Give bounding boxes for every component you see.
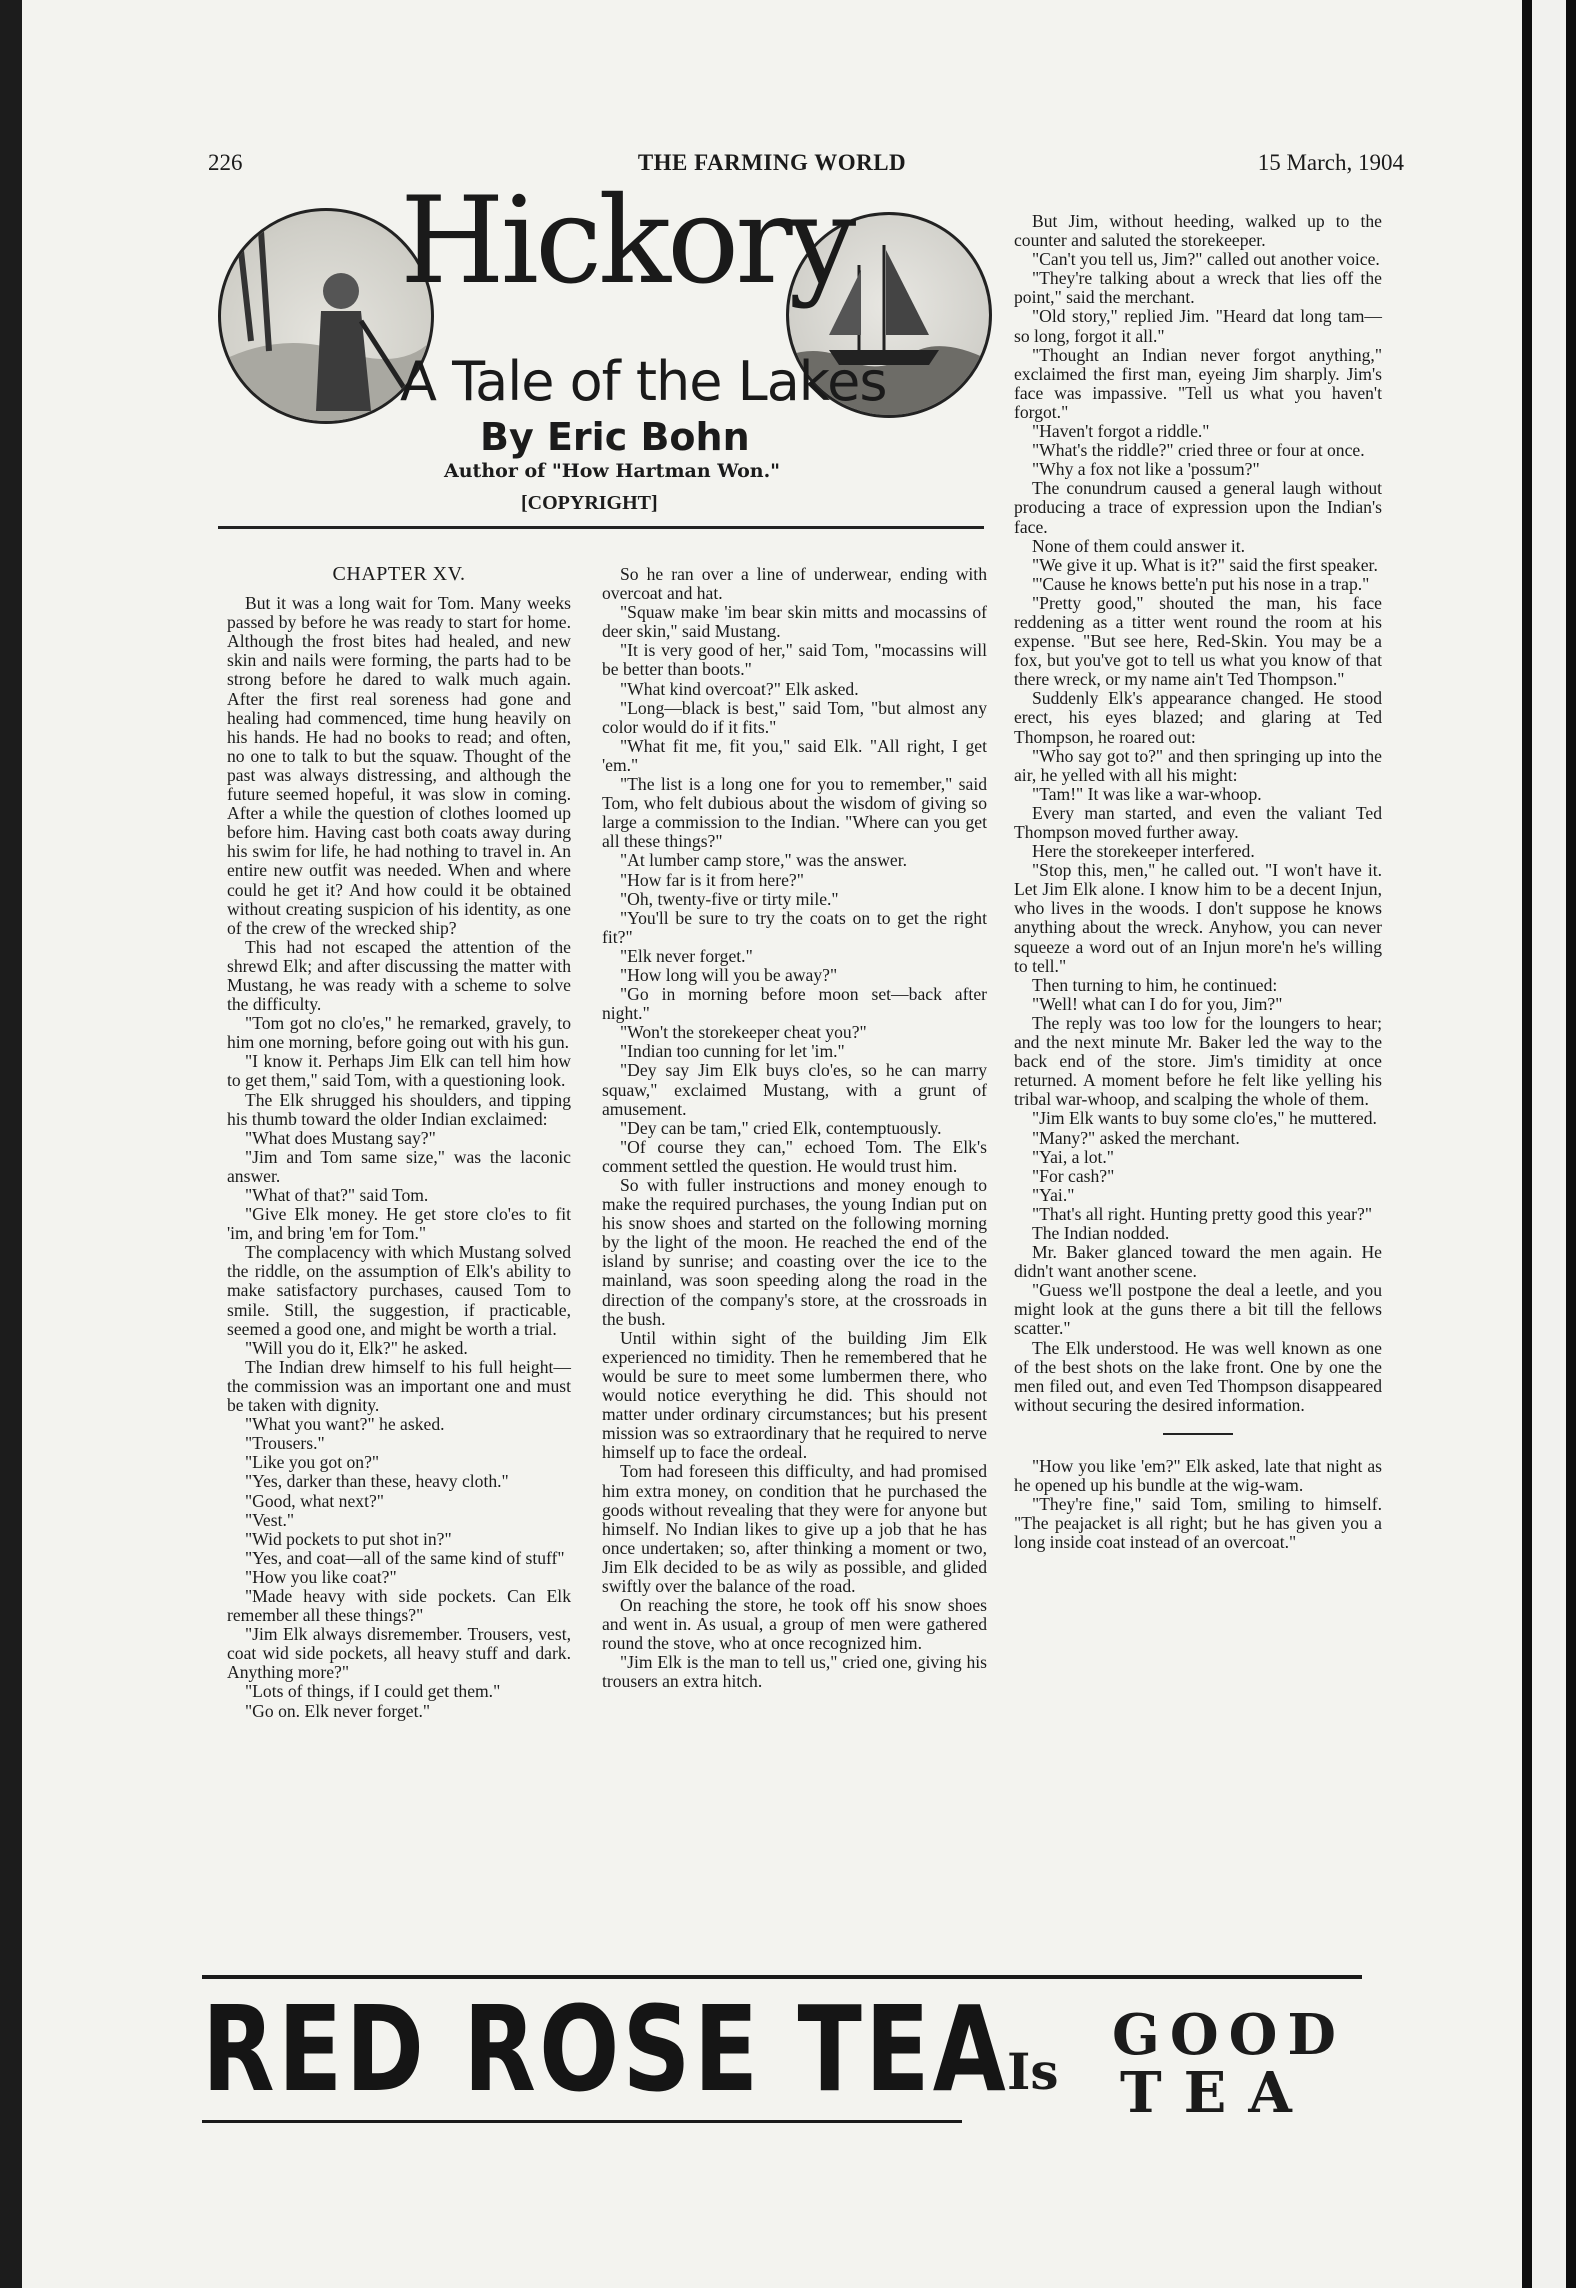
story-paragraph: "What you want?" he asked. [245,1414,445,1435]
story-paragraph: Until within sight of the building Jim Elk experienced no timidity. Then he remembered that he would be sure to meet some lumbermen there, who would notice everything he did. This should not matter under ordinary circumstances; but his present mission was so extraordinary that he required to nerve himself up to face the ordeal. [602,1327,987,1463]
story-paragraph: "Elk never forget." [620,945,753,966]
story-paragraph: "Dey say Jim Elk buys clo'es, so he can marry squaw," exclaimed Mustang, with a grunt of amusement. [602,1060,987,1119]
story-paragraph: "Tam!" It was like a war-whoop. [1032,783,1262,804]
story-paragraph: "Pretty good," shouted the man, his face reddening as a titter went round the room at his expense. "But see here, Red-Skin. You may be a fox, but you've got to tell us what you know of that there wreck, or my name ain't Ted Thompson." [1014,592,1382,690]
story-paragraph: "Dey can be tam," cried Elk, contemptuously. [620,1117,942,1138]
story-paragraph: "Yes, darker than these, heavy cloth." [245,1471,509,1492]
story-title-block [218,172,988,545]
story-paragraph: This had not escaped the attention of the shrewd Elk; and after discussing the matter with Mustang, he was ready with a scheme to solve the difficulty. [227,936,571,1015]
story-paragraph: "I know it. Perhaps Jim Elk can tell him how to get them," said Tom, with a questioning look. [227,1051,571,1091]
story-paragraph: "What kind overcoat?" Elk asked. [620,678,859,699]
story-paragraph: "How you like 'em?" Elk asked, late that night as he opened up his bundle at the wig-wam. [1014,1455,1382,1495]
story-paragraph: "Oh, twenty-five or tirty mile." [620,888,839,909]
story-paragraph: "It is very good of her," said Tom, "mocassins will be better than boots." [602,640,987,680]
story-paragraph: Every man started, and even the valiant Ted Thompson moved further away. [1014,802,1382,842]
story-paragraph: The complacency with which Mustang solved the riddle, on the assumption of Elk's ability to make satisfactory purchases, caused Tom to smile. Still, the suggestion, if practicable, seemed a good one, and might be worth a trial. [227,1242,571,1339]
story-paragraph: "Jim Elk is the man to tell us," cried one, giving his trousers an extra hitch. [602,1652,987,1692]
story-paragraph: Mr. Baker glanced toward the men again. He didn't want another scene. [1014,1242,1382,1282]
page-number: 226 [208,150,243,175]
story-paragraph: "Well! what can I do for you, Jim?" [1032,993,1283,1014]
ad-tea: TEA [1120,2060,1314,2126]
story-paragraph: "How you like coat?" [245,1566,397,1587]
story-paragraph: "Can't you tell us, Jim?" called out another voice. [1032,249,1380,270]
story-paragraph: "What's the riddle?" cried three or four at once. [1032,440,1365,461]
story-paragraph: "Will you do it, Elk?" he asked. [245,1337,468,1358]
story-paragraph: "Yai." [1032,1184,1075,1205]
story-paragraph: "Trousers." [245,1433,325,1454]
story-title: Hickory [400,172,853,311]
journal-title: THE FARMING WORLD [637,150,907,175]
story-paragraph: "Lots of things, if I could get them." [245,1681,501,1702]
story-paragraph: "Good, what next?" [245,1490,384,1511]
story-paragraph: "How long will you be away?" [620,964,838,985]
story-paragraph: Here the storekeeper interfered. [1032,841,1255,862]
story-paragraph: So he ran over a line of underwear, ending with overcoat and hat. [602,564,987,604]
story-column-2 [602,565,987,1692]
story-paragraph: The Elk understood. He was well known as one of the best shots on the lake front. One by one the men filed out, and even Ted Thompson disappeared without securing the desired information. [1014,1337,1382,1415]
story-paragraph: "For cash?" [1032,1165,1115,1186]
story-paragraph: On reaching the store, he took off his snow shoes and went in. As usual, a group of men were gathered round the stove, who at once recognized him. [602,1595,987,1654]
story-paragraph: "Won't the storekeeper cheat you?" [620,1022,867,1043]
ad-rule-bottom [202,2120,962,2123]
story-paragraph: The reply was too low for the loungers to hear; and the next minute Mr. Baker led the way to the back end of the store. Jim's timidity at once returned. A moment before he felt like yelling his tribal war-whoop, and scalping the whole of them. [1014,1012,1382,1110]
story-paragraph: "Vest." [245,1509,295,1530]
story-paragraph: The conundrum caused a general laugh without producing a trace of expression upon the Indian's face. [1014,478,1382,537]
chapter-heading: CHAPTER XV. [332,563,466,585]
story-paragraph: "Made heavy with side pockets. Can Elk remember all these things?" [227,1585,571,1626]
ad-good: GOOD [1112,2002,1346,2068]
story-paragraph: "What fit me, fit you," said Elk. "All right, I get 'em." [602,735,987,775]
story-paragraph: "Jim and Tom same size," was the laconic answer. [227,1146,571,1186]
story-paragraph: "Like you got on?" [245,1452,380,1473]
story-paragraph: "Go in morning before moon set—back after night." [602,984,987,1024]
story-paragraph: "Many?" asked the merchant. [1032,1127,1240,1148]
ad-brand: RED ROSE TEA [202,1980,1010,2118]
story-column-3 [1014,212,1382,1552]
ad-rule-top [202,1975,1362,1979]
story-paragraph: "Wid pockets to put shot in?" [245,1528,452,1549]
story-paragraph: "'Cause he knows bette'n put his nose in a trap." [1032,573,1370,594]
title-rule [218,526,984,529]
story-paragraph: But it was a long wait for Tom. Many weeks passed by before he was ready to start for home. Although the frost bites had healed, and new skin and nails were forming, the parts had to be strong before he dared to walk much again. After the first real soreness had gone and healing had commenced, time hung heavily on his hands. He had no books to read; and often, no one to talk to but the squaw. Thought of the past was always distressing, and although the future seemed hopeful, it was slow in coming. After a while the question of clothes loomed up before him. Having cast both coats away during his swim for life, he had nothing to travel in. An entire new outfit was needed. When and where could he get it? And how could it be obtained without creating suspicion of his identity, as one of the crew of the wrecked ship? [227,593,571,938]
copyright-notice: [COPYRIGHT] [521,492,658,514]
story-paragraph: "Haven't forgot a riddle." [1032,421,1210,442]
story-paragraph: The Indian drew himself to his full height—the commission was an important one and must be taken with dignity. [227,1356,571,1416]
story-paragraph: "Old story," replied Jim. "Heard dat long tam—so long, forgot it all." [1014,306,1382,346]
story-paragraph: "How far is it from here?" [620,869,804,890]
story-paragraph: But Jim, without heeding, walked up to the counter and saluted the storekeeper. [1014,211,1382,251]
story-paragraph: "Go on. Elk never forget." [245,1700,431,1721]
story-paragraph: "Yai, a lot." [1032,1146,1114,1167]
story-paragraph: "What does Mustang say?" [245,1127,436,1148]
story-paragraph: "Who say got to?" and then springing up into the air, he yelled with all his might: [1014,745,1382,785]
section-divider [1163,1433,1233,1435]
story-paragraph: "At lumber camp store," was the answer. [620,850,907,871]
story-subtitle: A Tale of the Lakes [400,350,887,413]
issue-date: 15 March, 1904 [1257,150,1404,175]
newspaper-page [22,0,1522,2288]
author-prior-work: Author of "How Hartman Won." [444,460,781,482]
story-paragraph: "Long—black is best," said Tom, "but almost any color would do if it fits." [602,697,987,737]
story-paragraph: "Why a fox not like a 'possum?" [1032,459,1260,480]
story-paragraph: Suddenly Elk's appearance changed. He stood erect, his eyes blazed; and glaring at Ted Thompson, he roared out: [1014,688,1382,747]
story-paragraph: "Give Elk money. He get store clo'es to fit 'im, and bring 'em for Tom." [227,1204,571,1244]
story-byline: By Eric Bohn [480,415,750,459]
facing-page-edge [1532,0,1566,2288]
story-paragraph: "The list is a long one for you to remember," said Tom, who felt dubious about the wisdom of giving so large a commission to the Indian. "Where can you get all these things?" [602,774,987,852]
story-paragraph: "They're talking about a wreck that lies off the point," said the merchant. [1014,268,1382,308]
story-paragraph: "That's all right. Hunting pretty good this year?" [1032,1203,1373,1224]
story-column-1 [227,565,571,1721]
ad-connector: Is [1007,2042,1059,2101]
story-paragraph: So with fuller instructions and money enough to make the required purchases, the young Indian put on his snow shoes and started on the following morning by the light of the moon. He reached the end of the island by sunrise; and coasting over the ice to the mainland, was soon speeding along the road in the direction of the company's store, at the crossroads in the bush. [602,1175,987,1329]
story-paragraph: The Elk shrugged his shoulders, and tipping his thumb toward the older Indian exclaimed: [227,1089,571,1129]
story-paragraph: "Indian too cunning for let 'im." [620,1041,845,1062]
story-paragraph: "What of that?" said Tom. [245,1185,429,1205]
story-paragraph: None of them could answer it. [1032,535,1246,556]
story-paragraph: "Squaw make 'im bear skin mitts and mocassins of deer skin," said Mustang. [602,602,987,642]
story-paragraph: "Jim Elk wants to buy some clo'es," he muttered. [1032,1108,1377,1129]
story-paragraph: "Tom got no clo'es," he remarked, gravely, to him one morning, before going out with his gun. [227,1013,571,1053]
story-paragraph: "You'll be sure to try the coats on to get the right fit?" [602,907,987,947]
story-paragraph: The Indian nodded. [1032,1222,1170,1243]
story-paragraph: "Yes, and coat—all of the same kind of stuff" [245,1547,565,1568]
story-paragraph: Then turning to him, he continued: [1032,974,1278,995]
story-paragraph: "Jim Elk always disremember. Trousers, vest, coat wid side pockets, all heavy stuff and dark. Anything more?" [227,1624,571,1683]
story-paragraph: Tom had foreseen this difficulty, and had promised him extra money, on condition that he purchased the goods without revealing that they were for anyone but himself. No Indian likes to give up a job that he has once undertaken; so, after thinking a moment or two, Jim Elk decided to be as wily as possible, and glided swiftly over the balance of the road. [602,1461,987,1596]
story-paragraph: "Stop this, men," he called out. "I won't have it. Let Jim Elk alone. I know him to be a decent Injun, who lives in the woods. I don't suppose he knows anything about the wreck. Anyhow, you can never squeeze a word out of an Injun more'n he's willing to tell." [1014,860,1382,976]
story-paragraph: "We give it up. What is it?" said the first speaker. [1032,554,1378,575]
story-paragraph: "Guess we'll postpone the deal a leetle, and you might look at the guns there a bit till the fellows scatter." [1014,1280,1382,1339]
story-paragraph: "Of course they can," echoed Tom. The Elk's comment settled the question. He would trust him. [602,1136,987,1176]
story-paragraph: "Thought an Indian never forgot anything," exclaimed the first man, eyeing Jim sharply. Jim's face was impassive. "Tell us what you haven't forgot." [1014,344,1382,422]
story-paragraph: "They're fine," said Tom, smiling to himself. "The peajacket is all right; but he has given you a long inside coat instead of an overcoat." [1014,1494,1382,1553]
